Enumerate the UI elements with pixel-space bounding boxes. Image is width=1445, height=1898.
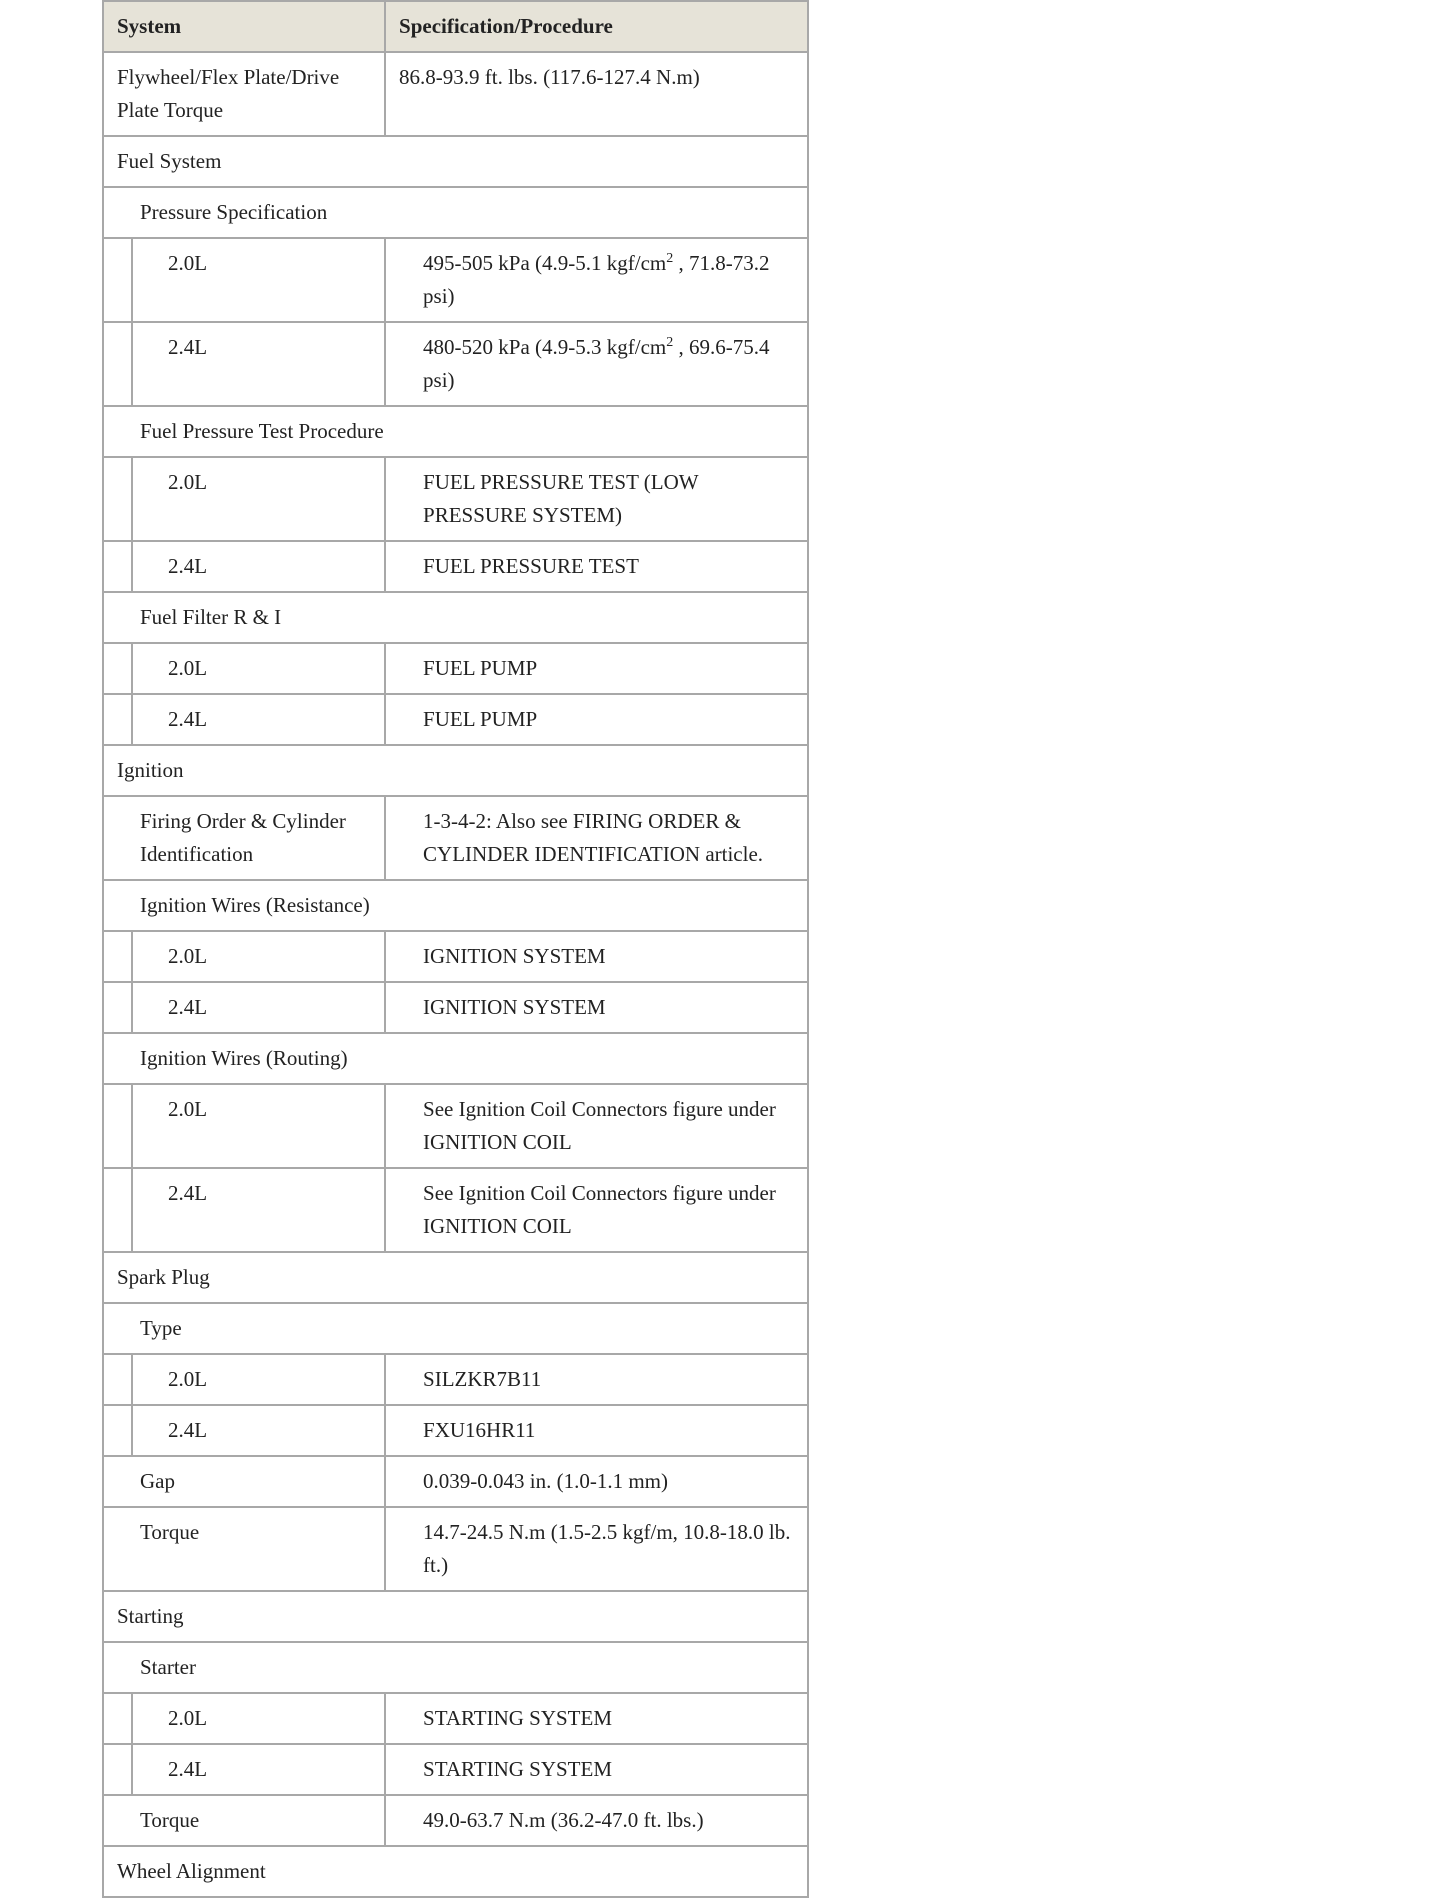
subsection-row <box>103 1033 808 1084</box>
row-value: FUEL PRESSURE TEST <box>423 554 639 578</box>
row-label: Torque <box>140 1808 200 1832</box>
subsection-row <box>103 592 808 643</box>
row-label: 2.4L <box>168 1757 208 1781</box>
section-title: Fuel System <box>117 149 222 173</box>
table-row <box>103 1693 808 1744</box>
row-value: FXU16HR11 <box>423 1418 536 1442</box>
row-value: 86.8-93.9 ft. lbs. (117.6-127.4 N.m) <box>399 65 700 89</box>
row-value: 49.0-63.7 N.m (36.2-47.0 ft. lbs.) <box>423 1808 704 1832</box>
row-label: Firing Order & Cylinder Identification <box>140 809 346 866</box>
row-value: 14.7-24.5 N.m (1.5-2.5 kgf/m, 10.8-18.0 lb. ft.) <box>423 1520 791 1577</box>
section-row <box>103 1591 808 1642</box>
row-label: 2.4L <box>168 554 208 578</box>
row-value: FUEL PRESSURE TEST (LOW PRESSURE SYSTEM) <box>423 470 699 527</box>
subsection-row <box>103 880 808 931</box>
row-value: 480-520 kPa (4.9-5.3 kgf/$cm^2$ , 69.6-75.4 psi) <box>423 335 770 392</box>
section-row <box>103 745 808 796</box>
column-header-spec: Specification/Procedure <box>385 1 808 52</box>
table-row <box>103 1405 808 1456</box>
table-row <box>103 694 808 745</box>
row-value: STARTING SYSTEM <box>423 1757 613 1781</box>
row-value: SILZKR7B11 <box>423 1367 542 1391</box>
row-label: 2.0L <box>168 944 208 968</box>
subsection-title: Type <box>140 1316 182 1340</box>
table-row <box>103 457 808 541</box>
table-row <box>103 1084 808 1168</box>
row-value: 495-505 kPa (4.9-5.1 kgf/$cm^2$ , 71.8-73.2 psi) <box>423 251 770 308</box>
row-label: 2.4L <box>168 707 208 731</box>
row-label: 2.0L <box>168 251 208 275</box>
table-row <box>103 1744 808 1795</box>
row-value: STARTING SYSTEM <box>423 1706 613 1730</box>
row-value: FUEL PUMP <box>423 707 538 731</box>
row-label: 2.4L <box>168 1418 208 1442</box>
row-label: Torque <box>140 1520 200 1544</box>
row-value: See Ignition Coil Connectors figure under IGNITION COIL <box>423 1097 776 1154</box>
table-row <box>103 541 808 592</box>
row-label: 2.4L <box>168 995 208 1019</box>
table-row <box>103 1456 808 1507</box>
table-row <box>103 796 808 880</box>
table-row <box>103 931 808 982</box>
table-row <box>103 982 808 1033</box>
subsection-row <box>103 1642 808 1693</box>
row-value: 1-3-4-2: Also see FIRING ORDER & CYLINDER IDENTIFICATION article. <box>423 809 764 866</box>
row-value: IGNITION SYSTEM <box>423 944 606 968</box>
subsection-title: Ignition Wires (Resistance) <box>140 893 370 917</box>
row-label: 2.0L <box>168 470 208 494</box>
subsection-row <box>103 1303 808 1354</box>
section-title: Wheel Alignment <box>117 1859 266 1883</box>
table-row <box>103 1354 808 1405</box>
table-row <box>103 1168 808 1252</box>
row-label: 2.0L <box>168 1097 208 1121</box>
spec-table <box>102 0 809 1898</box>
section-title: Ignition <box>117 758 184 782</box>
subsection-title: Ignition Wires (Routing) <box>140 1046 348 1070</box>
row-value: IGNITION SYSTEM <box>423 995 606 1019</box>
row-value: See Ignition Coil Connectors figure under IGNITION COIL <box>423 1181 776 1238</box>
subsection-title: Fuel Pressure Test Procedure <box>140 419 384 443</box>
section-row <box>103 1846 808 1897</box>
column-header-system: System <box>103 1 385 52</box>
table-row <box>103 322 808 406</box>
row-label: 2.0L <box>168 1706 208 1730</box>
row-label: Flywheel/Flex Plate/Drive Plate Torque <box>117 65 340 122</box>
subsection-title: Starter <box>140 1655 196 1679</box>
subsection-title: Pressure Specification <box>140 200 328 224</box>
table-row <box>103 52 808 136</box>
table-row <box>103 643 808 694</box>
row-label: 2.0L <box>168 1367 208 1391</box>
row-value: 0.039-0.043 in. (1.0-1.1 mm) <box>423 1469 668 1493</box>
section-row <box>103 1252 808 1303</box>
table-row <box>103 1795 808 1846</box>
row-label: Gap <box>140 1469 175 1493</box>
table-row <box>103 238 808 322</box>
section-row <box>103 136 808 187</box>
row-value: FUEL PUMP <box>423 656 538 680</box>
table-header-row <box>103 1 808 52</box>
table-row <box>103 1507 808 1591</box>
subsection-row <box>103 187 808 238</box>
row-label: 2.0L <box>168 656 208 680</box>
section-title: Spark Plug <box>117 1265 210 1289</box>
row-label: 2.4L <box>168 1181 208 1205</box>
subsection-title: Fuel Filter R & I <box>140 605 282 629</box>
row-label: 2.4L <box>168 335 208 359</box>
section-title: Starting <box>117 1604 184 1628</box>
subsection-row <box>103 406 808 457</box>
